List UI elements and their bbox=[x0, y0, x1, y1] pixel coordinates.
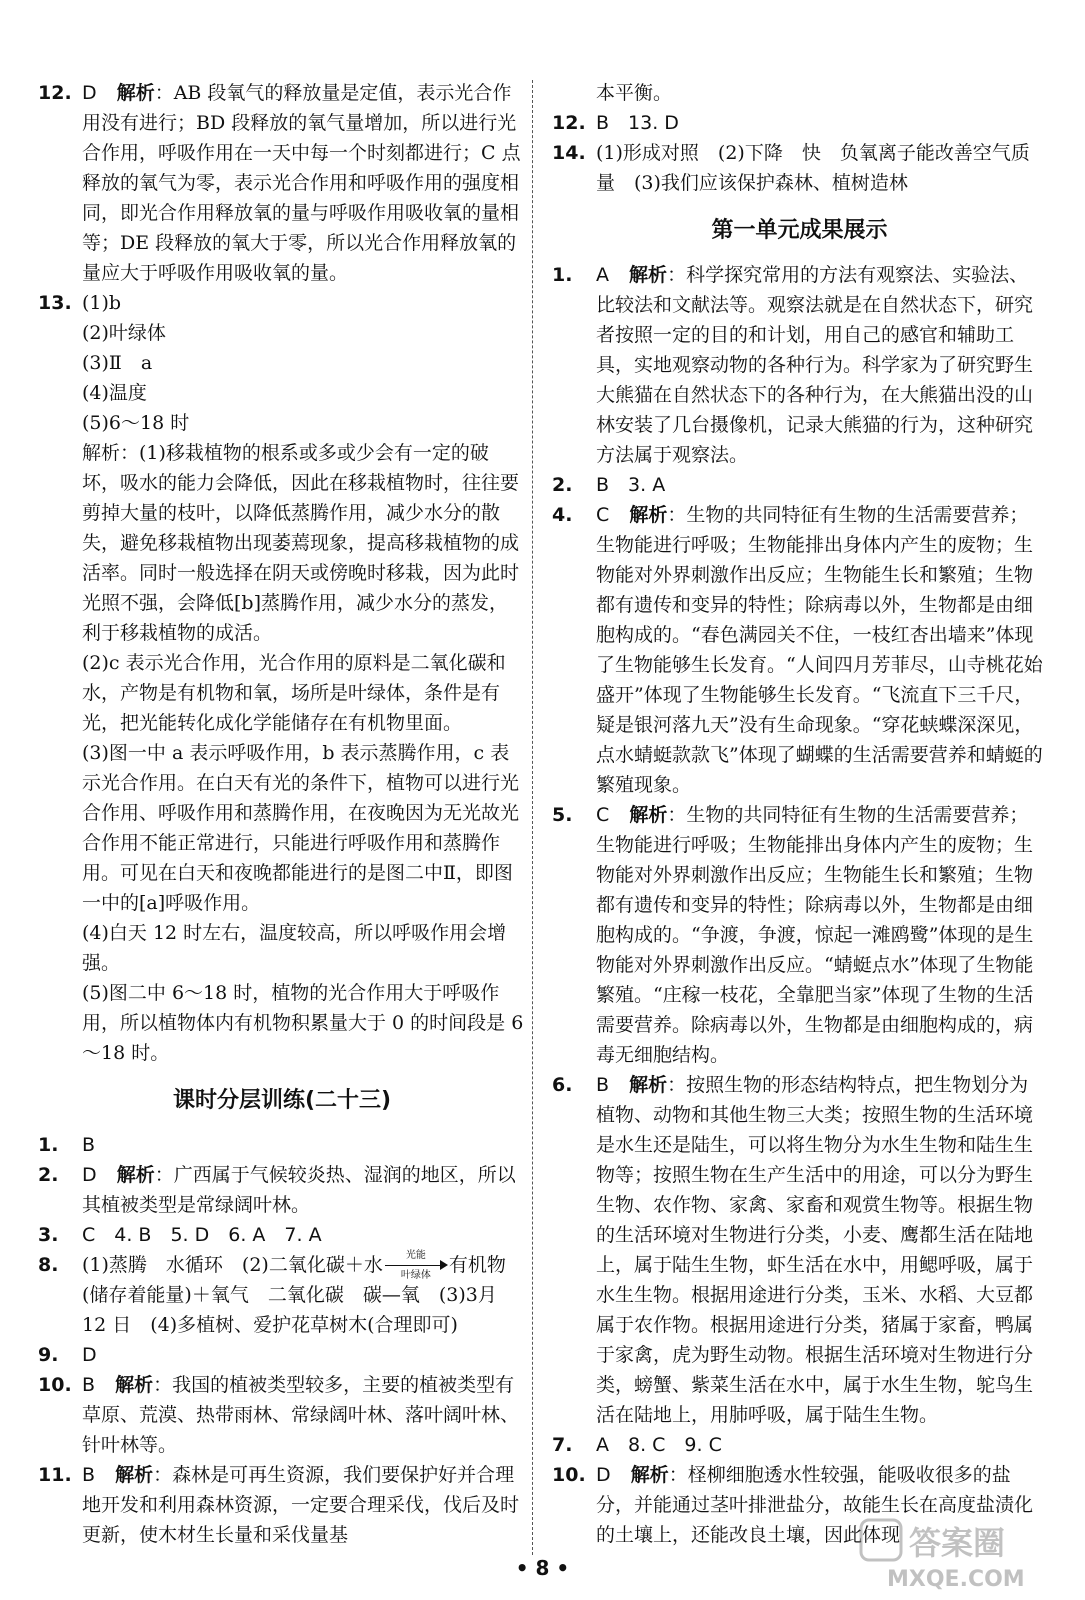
answer-letter: C bbox=[596, 804, 610, 826]
question-number: 13. bbox=[38, 292, 72, 314]
answer-letter: B bbox=[82, 1374, 96, 1396]
analysis-label: 解析 bbox=[629, 804, 668, 826]
answer-letter: C bbox=[596, 504, 610, 526]
answer-2 bbox=[38, 1160, 526, 1220]
unit-answer-5 bbox=[552, 800, 1047, 1070]
analysis-text: ：森林是可再生资源，我们要保护好并合理地开发和利用森林资源，一定要合理采伐，伐后及时更新，使木材生长量和采伐量基 bbox=[82, 1464, 520, 1546]
answer-10 bbox=[38, 1370, 526, 1460]
analysis-label: 解析 bbox=[630, 1464, 669, 1486]
analysis-text: ：生物的共同特征有生物的生活需要营养；生物能进行呼吸；生物能排出身体内产生的废物；生物能对外界刺激作出反应；生物能生长和繁殖；生物都有遗传和变异的特性；除病毒以外，生物都是由细胞构成的。“争渡，争渡，惊起一滩鸥鹭”体现的是生物能对外界刺激作出反应。“蜻蜓点水”体现了生物能繁殖。“庄稼一枝花，全靠肥当家”体现了生物的生活需要营养。除病毒以外，生物都是由细胞构成的，病毒无细胞结构。 bbox=[596, 804, 1034, 1066]
reaction-arrow bbox=[385, 1250, 447, 1281]
question-number: 11. bbox=[38, 1464, 72, 1486]
unit-answer-4 bbox=[552, 500, 1047, 800]
arrow-condition-top: 光能 bbox=[405, 1250, 426, 1261]
question-number: 8. bbox=[38, 1254, 59, 1276]
answer-letter: B bbox=[82, 1134, 96, 1156]
analysis-label: 解析 bbox=[629, 504, 668, 526]
unit-answer-1 bbox=[552, 260, 1047, 470]
answer-letter: D bbox=[596, 1464, 611, 1486]
analysis-text: ：(1)移栽植物的根系或多或少会有一定的破坏，吸水的能力会降低，因此在移栽植物时，往往要剪掉大量的枝叶，以降低蒸腾作用，减少水分的散失，避免移栽植物出现萎蔫现象，提高移栽植物的成活率。同时一般选择在阴天或傍晚时移栽，因为此时光照不强，会降低[b]蒸腾作用，减少水分的蒸发，利于移栽植物的成活。 bbox=[82, 442, 520, 644]
question-number: 10. bbox=[552, 1464, 586, 1486]
question-number: 9. bbox=[38, 1344, 59, 1366]
left-column bbox=[38, 78, 526, 1550]
answer-letter: D bbox=[82, 1344, 97, 1366]
section-title: 第一单元成果展示 bbox=[711, 218, 888, 243]
answer-8 bbox=[38, 1250, 526, 1340]
answer-letter: D bbox=[82, 82, 97, 104]
analysis-paragraph: (3)图一中 a 表示呼吸作用，b 表示蒸腾作用，c 表示光合作用。在白天有光的条件下，植物可以进行光合作用、呼吸作用和蒸腾作用，在夜晚因为无光故光合作用不能正常进行，只能进行呼吸作用和蒸腾作用。可见在白天和夜晚都能进行的是图二中Ⅱ，即图一中的[a]呼吸作用。 bbox=[82, 742, 520, 914]
analysis-text: ：按照生物的形态结构特点，把生物划分为植物、动物和其他生物三大类；按照生物的生活环境是水生还是陆生，可以将生物分为水生生物和陆生生物等；按照生物在生产生活中的用途，可以分为野生生物、农作物、家禽、家畜和观赏生物等。根据生物的生活环境对生物进行分类，小麦、鹰都生活在陆地上，属于陆生生物，虾生活在水中，用鳃呼吸，属于水生生物。根据用途进行分类，玉米、水稻、大豆都属于农作物。根据用途进行分类，猪属于家畜，鸭属于家禽，虎为野生动物。根据生活环境对生物进行分类，螃蟹、紫菜生活在水中，属于水生生物，鸵鸟生活在陆地上，用肺呼吸，属于陆生生物。 bbox=[596, 1074, 1034, 1426]
watermark-text: 答案圈 bbox=[909, 1524, 1006, 1562]
answer-11 bbox=[38, 1460, 526, 1550]
sub-answer: (3)Ⅱ a bbox=[82, 352, 153, 374]
answer-12 bbox=[38, 78, 526, 288]
answers-3-7 bbox=[38, 1220, 526, 1250]
question-number: 6. bbox=[552, 1074, 573, 1096]
question-number: 4. bbox=[552, 504, 573, 526]
watermark-url: MXQE.COM bbox=[887, 1567, 1025, 1592]
analysis-text: ：我国的植被类型较多，主要的植被类型有草原、荒漠、热带雨林、常绿阔叶林、落叶阔叶林、针叶林等。 bbox=[82, 1374, 520, 1456]
answer-letter: B bbox=[82, 1464, 96, 1486]
question-number: 12. bbox=[552, 112, 586, 134]
unit-answer-6 bbox=[552, 1070, 1047, 1430]
answer-letter: B bbox=[596, 1074, 610, 1096]
answer-list: C 4. B 5. D 6. A 7. A bbox=[82, 1224, 322, 1246]
question-number: 7. bbox=[552, 1434, 573, 1456]
question-number: 1. bbox=[552, 264, 573, 286]
sub-answer: (2)叶绿体 bbox=[82, 322, 166, 344]
answer-11-continued: 本平衡。 bbox=[596, 82, 673, 104]
question-number: 10. bbox=[38, 1374, 72, 1396]
answers-12-13 bbox=[552, 108, 1047, 138]
unit-answers-2-3 bbox=[552, 470, 1047, 500]
sub-answer: (5)6～18 时 bbox=[82, 412, 190, 434]
analysis-label: 解析 bbox=[115, 1464, 154, 1486]
answer-text: (1)蒸腾 水循环 (2)二氧化碳＋水 bbox=[82, 1254, 383, 1276]
answer-text: (1)形成对照 (2)下降 快 负氧离子能改善空气质量 (3)我们应该保护森林、植树造林 bbox=[596, 142, 1030, 194]
answer-9 bbox=[38, 1340, 526, 1370]
question-number: 14. bbox=[552, 142, 586, 164]
analysis-paragraph: (2)c 表示光合作用，光合作用的原料是二氧化碳和水，产物是有机物和氧，场所是叶绿体，条件是有光，把光能转化成化学能储存在有机物里面。 bbox=[82, 652, 506, 734]
analysis-label: 解析 bbox=[116, 82, 155, 104]
analysis-text: ：柽柳细胞透水性较强，能吸收很多的盐分，并能通过茎叶排泄盐分，故能生长在高度盐渍化的土壤上，还能改良土壤，因此体现 bbox=[596, 1464, 1034, 1546]
answer-text: 有 bbox=[448, 1254, 468, 1276]
arrow-condition-bottom: 叶绿体 bbox=[400, 1270, 431, 1281]
column-divider bbox=[532, 80, 533, 1555]
answer-list: B 3. A bbox=[596, 474, 666, 496]
analysis-label: 解析 bbox=[629, 264, 668, 286]
right-column bbox=[552, 78, 1047, 1550]
question-number: 2. bbox=[38, 1164, 59, 1186]
question-number: 2. bbox=[552, 474, 573, 496]
analysis-label: 解析 bbox=[115, 1374, 154, 1396]
analysis-paragraph bbox=[38, 438, 526, 648]
answer-14 bbox=[552, 138, 1047, 198]
page-number: • 8 • bbox=[515, 1556, 570, 1580]
analysis-paragraph: (4)白天 12 时左右，温度较高，所以呼吸作用会增强。 bbox=[82, 922, 507, 974]
answer-13 bbox=[38, 288, 526, 318]
analysis-text: ：广西属于气候较炎热、湿润的地区，所以其植被类型是常绿阔叶林。 bbox=[82, 1164, 516, 1216]
answer-letter: D bbox=[82, 1164, 97, 1186]
sub-answer: (4)温度 bbox=[82, 382, 147, 404]
analysis-paragraph: (5)图二中 6～18 时，植物的光合作用大于呼吸作用，所以植物体内有机物积累量大于 0 的时间段是 6～18 时。 bbox=[82, 982, 524, 1064]
analysis-text: ：科学探究常用的方法有观察法、实验法、比较法和文献法等。观察法就是在自然状态下，研究者按照一定的目的和计划，用自己的感官和辅助工具，实地观察动物的各种行为。科学家为了研究野生大熊猫在自然状态下的各种行为，在大熊猫出没的山林安装了几台摄像机，记录大熊猫的行为，这种研究方法属于观察法。 bbox=[596, 264, 1034, 466]
answer-letter: A bbox=[596, 264, 609, 286]
section-title: 课时分层训练(二十三) bbox=[172, 1088, 392, 1113]
sub-answer: (1)b bbox=[82, 292, 122, 314]
analysis-label: 解析 bbox=[629, 1074, 668, 1096]
arrow-shaft bbox=[385, 1265, 441, 1266]
question-number: 12. bbox=[38, 82, 72, 104]
watermark-logo bbox=[857, 1516, 1067, 1592]
answer-text: 机物(储存着能量)＋氧气 二氧化碳 碳—氧 (3)3月 12 日 (4)多植树、爱护花草树木(合理即可) bbox=[82, 1254, 506, 1336]
question-number: 5. bbox=[552, 804, 573, 826]
question-number: 1. bbox=[38, 1134, 59, 1156]
analysis-label: 解析 bbox=[82, 442, 121, 464]
arrow-head-icon bbox=[440, 1260, 448, 1270]
question-number: 3. bbox=[38, 1224, 59, 1246]
answer-list: B 13. D bbox=[596, 112, 679, 134]
watermark-badge bbox=[861, 1520, 901, 1560]
analysis-text: ：生物的共同特征有生物的生活需要营养；生物能进行呼吸；生物能排出身体内产生的废物；生物能对外界刺激作出反应；生物能生长和繁殖；生物都有遗传和变异的特性；除病毒以外，生物都是由细胞构成的。“春色满园关不住，一枝红杏出墙来”体现了生物能够生长发育。“人间四月芳菲尽，山寺桃花始盛开”体现了生物能够生长发育。“飞流直下三千尺，疑是银河落九天”没有生命现象。“穿花蛱蝶深深见，点水蜻蜓款款飞”体现了蝴蝶的生活需要营养和蜻蜓的繁殖现象。 bbox=[596, 504, 1043, 796]
analysis-text: ：AB 段氧气的释放量是定值，表示光合作用没有进行；BD 段释放的氧气量增加，所以进行光合作用，呼吸作用在一天中每一个时刻都进行；C 点释放的氧气为零，表示光合作用和呼吸作用的强度相同，即光合作用释放氧的量与呼吸作用吸收氧的量相等；DE 段释放的氧大于零，所以光合作用释放氧的量应大于呼吸作用吸收氧的量。 bbox=[82, 82, 521, 284]
unit-answers-7-9 bbox=[552, 1430, 1047, 1460]
answer-list: A 8. C 9. C bbox=[596, 1434, 722, 1456]
answer-1 bbox=[38, 1130, 526, 1160]
analysis-label: 解析 bbox=[116, 1164, 155, 1186]
